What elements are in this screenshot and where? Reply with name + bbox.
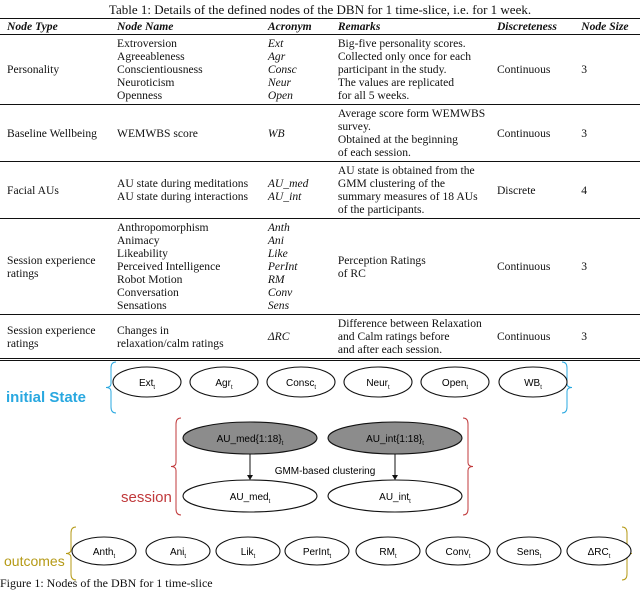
remarks-line: Perception Ratings [337, 253, 426, 267]
node-subscript: t [329, 554, 332, 560]
names-line: Conscientiousness [117, 63, 203, 76]
node-name: ΔRC [587, 547, 609, 558]
cell-remarks [331, 35, 490, 105]
cell-type [0, 162, 110, 219]
cell-remarks [331, 105, 490, 162]
node-name: Agr [215, 378, 231, 389]
group-label-initial: initial State [6, 389, 87, 406]
names-line: Neuroticism [117, 76, 175, 89]
node [497, 537, 561, 565]
node-subscript: t [281, 441, 284, 447]
node [356, 537, 420, 565]
cell-discreteness: Continuous [490, 105, 574, 162]
node-name: WB [524, 378, 541, 389]
type-line: Session experience [7, 323, 96, 337]
group-label-session: session [121, 489, 172, 506]
type-line: Facial AUs [7, 183, 59, 197]
node [426, 537, 490, 565]
names-line: WEMWBS score [117, 126, 198, 140]
node [328, 480, 462, 512]
column-header: Node Type [0, 19, 110, 35]
names-line: Agreeableness [117, 50, 185, 63]
brace [171, 418, 181, 515]
cell-size: 3 [574, 35, 640, 105]
remarks-line: for all 5 weeks. [337, 89, 410, 102]
cell-acronyms [261, 162, 331, 219]
node-name: Sens [516, 547, 540, 558]
cell-names [110, 35, 261, 105]
node-subscript: t [314, 385, 317, 391]
names-line: Likeability [117, 247, 168, 260]
names-line: Perceived Intelligence [117, 260, 221, 273]
node [567, 537, 631, 565]
cell-names [110, 219, 261, 315]
cell-names [110, 162, 261, 219]
arrowhead-icon [247, 475, 253, 480]
node-subscript: t [409, 499, 411, 505]
arrowhead-icon [392, 475, 398, 480]
node [113, 367, 181, 397]
node-name: AU_med{1:18} [216, 434, 282, 445]
cell-type [0, 105, 110, 162]
node [190, 367, 258, 397]
node-name: Lik [240, 547, 254, 558]
names-line: Changes in [117, 323, 169, 337]
remarks-line: of each session. [337, 146, 411, 159]
remarks-line: Obtained at the beginning [337, 133, 458, 146]
remarks-line: Difference between Relaxation [337, 317, 482, 330]
dbn-diagram [0, 350, 640, 583]
node-subscript: t [466, 385, 469, 391]
node-subscript: t [608, 554, 611, 560]
names-line: Extroversion [117, 37, 177, 50]
node-name: AU_med [229, 492, 269, 503]
column-header: Remarks [331, 19, 490, 35]
acronyms-line: Consc [267, 63, 297, 76]
acronyms-line: Conv [267, 286, 293, 299]
edge-label: GMM-based clustering [274, 466, 376, 477]
table-caption: Table 1: Details of the defined nodes of the DBN for 1 time-slice, i.e. for 1 week. [108, 2, 532, 17]
brace [463, 418, 473, 515]
node-name: Ani [169, 547, 185, 558]
node-subscript: t [539, 554, 542, 560]
node [328, 422, 462, 454]
cell-size: 3 [574, 105, 640, 162]
remarks-line: GMM clustering of the [337, 177, 446, 190]
remarks-line: of RC [337, 266, 366, 280]
type-line: ratings [7, 336, 39, 350]
node-subscript: t [388, 385, 390, 391]
type-line: ratings [7, 266, 39, 280]
node-name: AU_int [379, 492, 410, 503]
remarks-line: Big-five personality scores. [337, 37, 466, 50]
remarks-line: AU state is obtained from the [337, 164, 475, 177]
node [499, 367, 567, 397]
acronyms-line: Agr [267, 50, 286, 63]
names-line: relaxation/calm ratings [117, 336, 224, 350]
type-line: Personality [7, 63, 60, 76]
names-line: AU state during meditations [117, 177, 249, 190]
node-subscript: t [253, 554, 256, 560]
names-line: Anthropomorphism [117, 221, 209, 234]
node-name: Neur [366, 378, 389, 389]
remarks-line: summary measures of 18 AUs [337, 190, 478, 203]
node [267, 367, 335, 397]
cell-discreteness: Continuous [490, 35, 574, 105]
names-line: AU state during interactions [117, 190, 249, 203]
node-name: PerInt [302, 547, 330, 558]
names-line: Openness [117, 89, 163, 102]
type-line: Session experience [7, 253, 96, 267]
node-subscript: t [468, 554, 471, 560]
remarks-line: and after each session. [337, 343, 443, 356]
cell-acronyms [261, 35, 331, 105]
names-line: Conversation [117, 286, 179, 299]
cell-remarks [331, 219, 490, 315]
node-name: RM [379, 547, 395, 558]
node-name: Ext [138, 378, 154, 389]
node-subscript: t [394, 554, 397, 560]
acronyms-line: AU_med [267, 177, 309, 190]
table-row [0, 105, 640, 162]
acronyms-line: Open [267, 89, 293, 102]
column-header: Discreteness [490, 19, 574, 35]
column-header: Acronym [261, 19, 331, 35]
node-name: AU_int{1:18} [366, 434, 423, 445]
node [421, 367, 489, 397]
node [344, 367, 412, 397]
cell-remarks [331, 162, 490, 219]
node [216, 537, 280, 565]
acronyms-line: Anth [267, 221, 290, 234]
cell-discreteness: Continuous [490, 315, 574, 360]
nodes-table [0, 18, 640, 361]
table-row [0, 35, 640, 105]
table-row [0, 162, 640, 219]
acronyms-line: Ani [267, 234, 284, 247]
acronyms-line: Sens [267, 299, 290, 312]
names-line: Robot Motion [117, 273, 183, 286]
acronyms-line: Neur [267, 76, 292, 89]
cell-acronyms [261, 105, 331, 162]
acronyms-line: AU_int [267, 190, 302, 203]
group-label-outcomes: outcomes [4, 553, 65, 569]
names-line: Animacy [117, 234, 160, 247]
remarks-line: The values are replicated [337, 76, 455, 89]
figure-caption: Figure 1: Nodes of the DBN for 1 time-slice [0, 576, 213, 590]
node-name: Anth [92, 547, 114, 558]
cell-size: 4 [574, 162, 640, 219]
remarks-line: and Calm ratings before [337, 330, 450, 343]
column-header: Node Name [110, 19, 261, 35]
remarks-line: Average score form WEMWBS [337, 107, 486, 120]
type-line: Baseline Wellbeing [7, 126, 97, 140]
remarks-line: participant in the study. [337, 63, 447, 76]
node-subscript: t [540, 385, 542, 391]
table-row [0, 219, 640, 315]
acronyms-line: ΔRC [267, 330, 290, 343]
acronyms-line: WB [267, 126, 285, 140]
node-subscript: t [113, 554, 116, 560]
cell-type [0, 219, 110, 315]
acronyms-line: RM [267, 273, 285, 286]
acronyms-line: PerInt [267, 260, 298, 273]
names-line: Sensations [117, 299, 167, 312]
acronyms-line: Ext [267, 37, 284, 50]
node [183, 422, 317, 454]
remarks-line: Collected only once for each [337, 50, 472, 63]
node-subscript: t [184, 554, 187, 560]
node [72, 537, 136, 565]
acronyms-line: Like [267, 247, 288, 260]
brace [106, 362, 116, 413]
cell-discreteness: Discrete [490, 162, 574, 219]
node-subscript: t [230, 385, 233, 391]
cell-type [0, 35, 110, 105]
cell-acronyms [261, 219, 331, 315]
node-name: Conv [445, 547, 469, 558]
cell-discreteness: Continuous [490, 219, 574, 315]
remarks-line: survey. [337, 120, 371, 133]
node-name: Open [441, 378, 467, 389]
node [183, 480, 317, 512]
node-subscript: t [268, 499, 271, 505]
column-header: Node Size [574, 19, 640, 35]
cell-size: 3 [574, 315, 640, 360]
node-subscript: t [422, 441, 424, 447]
cell-size: 3 [574, 219, 640, 315]
remarks-line: of the participants. [337, 203, 425, 216]
node [146, 537, 210, 565]
node [285, 537, 349, 565]
node-name: Consc [285, 378, 315, 389]
node-subscript: t [153, 385, 156, 391]
cell-names [110, 105, 261, 162]
